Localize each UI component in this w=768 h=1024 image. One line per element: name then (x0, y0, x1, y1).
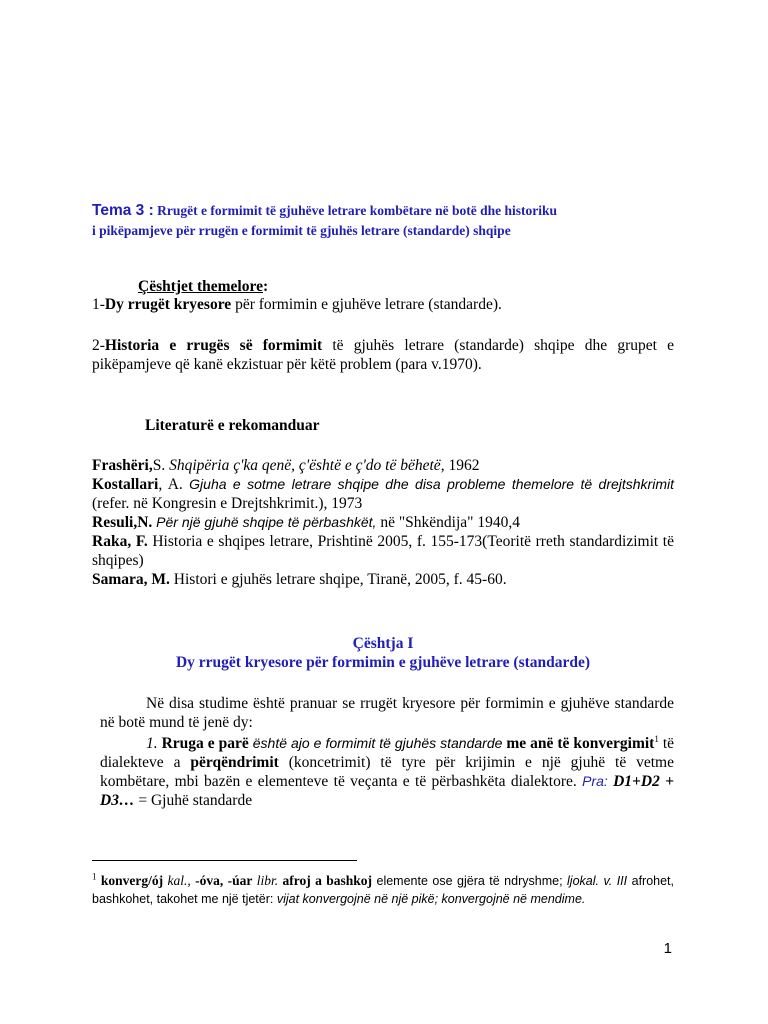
section-subtitle (92, 654, 674, 672)
italic-text: është ajo e formimit të gjuhës standarde (248, 735, 503, 751)
fn-italic: vijat konvergojnë në një pikë; konvergojnë në mendime. (273, 892, 586, 906)
convergence-term: me anë të konvergimit (502, 735, 655, 752)
para-text: Në disa studime është pranuar se rrugët kryesore për formimin e gjuhëve standarde në botë mund të jenë dy: (100, 695, 674, 731)
ref-details: Historia e shqipes letrare, Prishtinë 2005, f. 155-173(Teoritë rreth standardizimit të shqipes) (92, 533, 674, 569)
para-text: (koncetrimit) të tyre për krijimin e një gjuhë të vetme kombëtare, mbi bazën e elementeve të veçanta e të përbashkëta dialektore. (100, 754, 674, 790)
document-title (92, 201, 674, 241)
ref-author: Resuli,N. (92, 514, 153, 531)
issue-item-1 (92, 295, 674, 314)
page-number: 1 (663, 940, 672, 957)
fn-text: elemente ose gjëra të ndryshme; (372, 874, 563, 888)
dialect-formula: D1+D2 + D3… (100, 773, 674, 809)
fn-text: afrohet, bashkohet, takohet me një tjetër: (92, 874, 675, 906)
ref-details: , 1962 (440, 457, 480, 474)
topic-label: Tema 3 : (92, 202, 154, 219)
ref-author: Frashëri, (92, 457, 153, 474)
core-issues-heading-text: Çështjet themelore (138, 278, 263, 295)
section-label-text: Çështja I (352, 635, 414, 652)
ref-details: në "Shkëndija" 1940,4 (376, 514, 520, 531)
footnote-number: 1 (92, 871, 97, 882)
core-issues-heading (138, 277, 638, 296)
concentration-term: përqëndrimit (190, 754, 279, 771)
issue-rest: të gjuhës letrare (standarde) shqipe dhe grupet e pikëpamjeve që kanë ekzistuar për këtë problem (para v.1970). (92, 337, 674, 373)
fn-italic: libr. (252, 873, 279, 888)
ref-author: Raka, F. (92, 533, 148, 550)
fn-italic: kal., (163, 873, 191, 888)
first-path-label: Rruga e parë (157, 735, 249, 752)
reference-item (92, 456, 674, 475)
reference-item (92, 513, 674, 532)
issue-rest: për formimin e gjuhëve letrare (standarde). (231, 296, 502, 313)
section-subtitle-text: Dy rrugët kryesore për formimin e gjuhëve letrare (standarde) (175, 654, 591, 671)
footnote-separator (92, 860, 357, 861)
item-number: 1. (146, 735, 158, 752)
fn-bold: konverg/ój (96, 873, 164, 888)
literature-heading-text: Literaturë e rekomanduar (145, 417, 320, 434)
ref-author: Samara, M. (92, 571, 170, 588)
ref-details: (refer. në Kongresin e Drejtshkrimit.), 1973 (92, 495, 363, 512)
literature-heading (145, 416, 645, 435)
ref-name: S. (152, 457, 166, 474)
reference-list (92, 456, 674, 589)
body-paragraph-1 (100, 694, 674, 732)
footnote-marker: 1 (654, 733, 659, 744)
fn-italic: ljokal. v. III (562, 874, 628, 888)
ref-title: Shqipëria ç'ka qenë, ç'është e ç'do të bëhetë (165, 457, 441, 474)
ref-title: Gjuha e sotme letrare shqipe dhe disa probleme themelore të drejtshkrimit (182, 476, 674, 492)
body-paragraph-2 (100, 734, 674, 810)
issue-bold: Dy rrugët kryesore (104, 296, 232, 313)
para-text: të dialekteve a (100, 735, 675, 771)
issue-num: 2- (92, 337, 105, 354)
reference-item (92, 475, 674, 513)
title-line-1: Rrugët e formimit të gjuhëve letrare kombëtare në botë dhe historiku (157, 203, 558, 218)
issue-bold: Historia e rrugës së formimit (104, 337, 323, 354)
ref-details: Histori e gjuhës letrare shqipe, Tiranë, 2005, f. 45-60. (169, 571, 507, 588)
formula-result: = Gjuhë standarde (134, 792, 253, 809)
issue-item-2 (92, 336, 674, 374)
ref-title: Për një gjuhë shqipe të përbashkët, (152, 514, 377, 530)
issue-num: 1- (92, 296, 105, 313)
heading-colon: : (262, 278, 269, 295)
section-label (92, 635, 674, 653)
title-line-2: i pikëpamjeve për rrugën e formimit të gjuhës letrare (standarde) shqipe (92, 223, 511, 238)
ref-name: , A. (158, 476, 183, 493)
ref-author: Kostallari (92, 476, 159, 493)
fn-bold: afroj a bashkoj (278, 873, 373, 888)
pra-label: Pra: (576, 773, 608, 789)
reference-item (92, 570, 674, 589)
fn-bold: -óva, -úar (190, 873, 253, 888)
reference-item (92, 532, 674, 570)
footnote (92, 872, 674, 908)
